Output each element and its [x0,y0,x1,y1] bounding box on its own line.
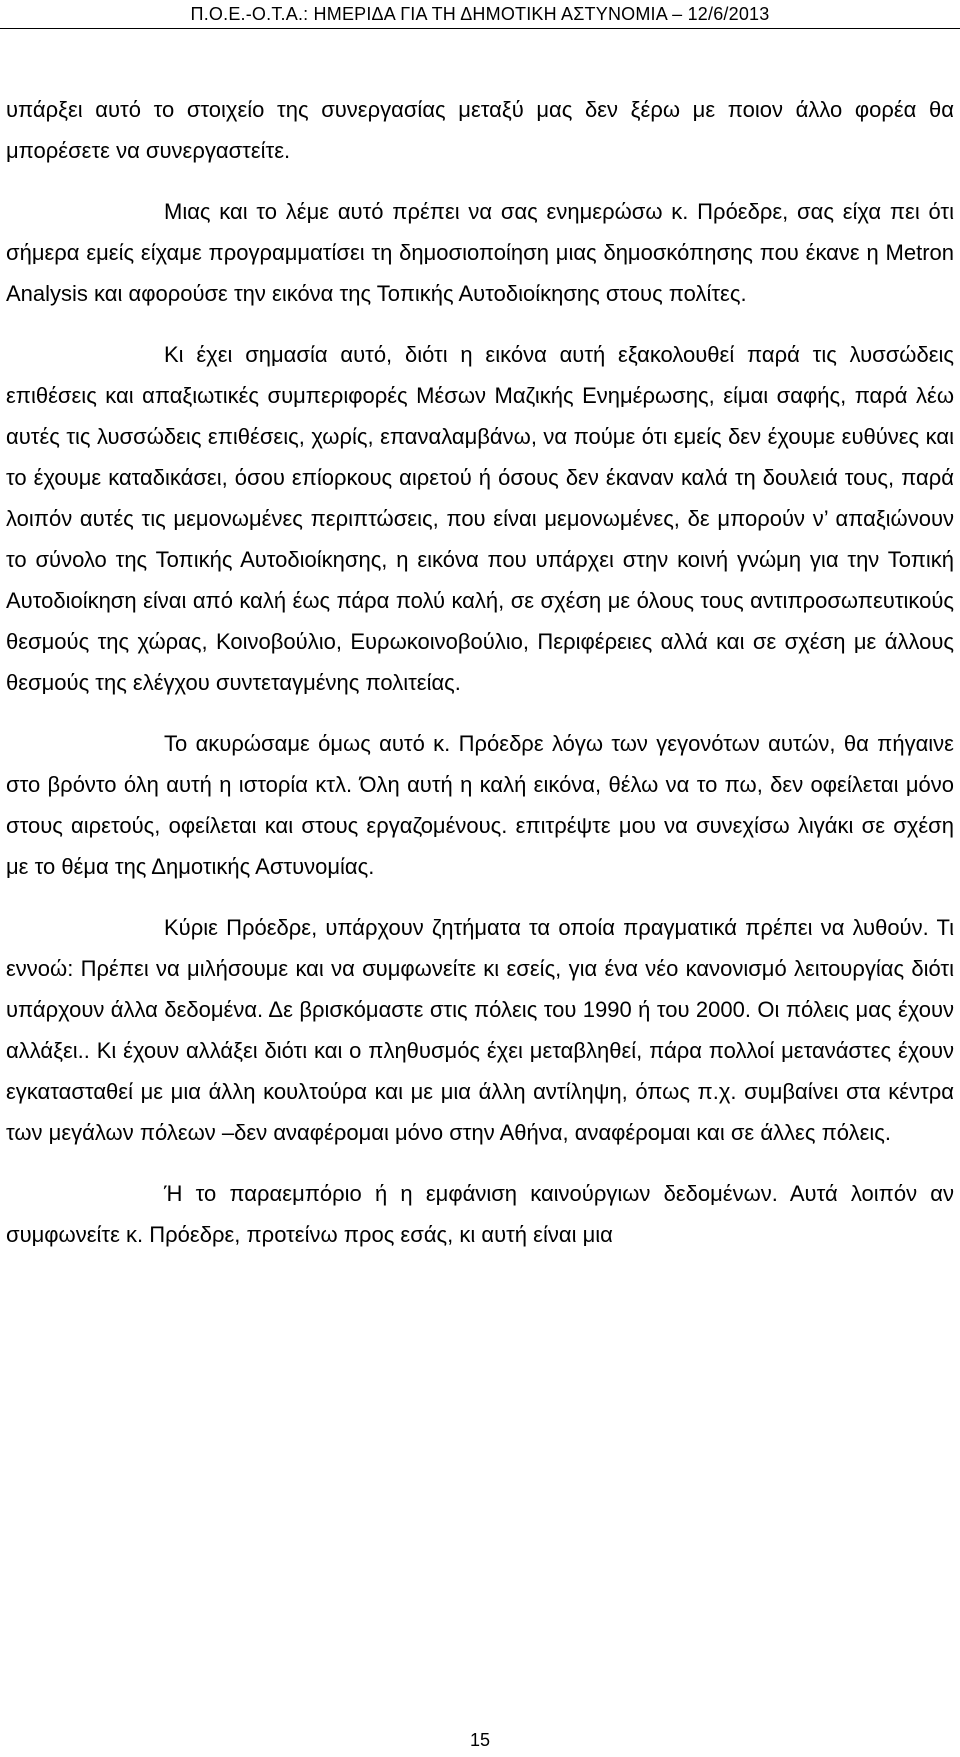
paragraph: Κύριε Πρόεδρε, υπάρχουν ζητήματα τα οποία πραγματικά πρέπει να λυθούν. Τι εννοώ: Πρέπει να μιλήσουμε και να συμφωνείτε κι εσείς, για ένα νέο κανονισμό λειτουργίας διότι υπάρχουν άλλα δεδομένα. Δε βρισκόμαστε στις πόλεις του 1990 ή του 2000. Οι πόλεις μας έχουν αλλάξει.. Κι έχουν αλλάξει διότι και ο πληθυσμός έχει μεταβληθεί, πάρα πολλοί μετανάστες έχουν εγκατασταθεί με μια άλλη κουλτούρα και με μια άλλη αντίληψη, όπως π.χ. συμβαίνει στα κέντρα των μεγάλων πόλεων –δεν αναφέρομαι μόνο στην Αθήνα, αναφέρομαι και σε άλλες πόλεις. [6,915,954,1145]
header-title: Π.Ο.Ε.-Ο.Τ.Α.: ΗΜΕΡΙΔΑ ΓΙΑ ΤΗ ΔΗΜΟΤΙΚΗ ΑΣΤΥΝΟΜΙΑ – 12/6/2013 [190,4,770,24]
document-body [6,89,954,1275]
paragraph: Το ακυρώσαμε όμως αυτό κ. Πρόεδρε λόγω των γεγονότων αυτών, θα πήγαινε στο βρόντο όλη αυτή η ιστορία κτλ. Όλη αυτή η καλή εικόνα, θέλω να το πω, δεν οφείλεται μόνο στους αιρετούς, οφείλεται και στους εργαζομένους. επιτρέψτε μου να συνεχίσω λιγάκι σε σχέση με το θέμα της Δημοτικής Αστυνομίας. [6,731,954,879]
paragraph: Μιας και το λέμε αυτό πρέπει να σας ενημερώσω κ. Πρόεδρε, σας είχα πει ότι σήμερα εμείς είχαμε προγραμματίσει τη δημοσιοποίηση μιας δημοσκόπησης που έκανε η Metron Analysis και αφορούσε την εικόνα της Τοπικής Αυτοδιοίκησης στους πολίτες. [6,199,954,306]
paragraph: υπάρξει αυτό το στοιχείο της συνεργασίας μεταξύ μας δεν ξέρω με ποιον άλλο φορέα θα μπορέσετε να συνεργαστείτε. [6,97,954,163]
paragraph: Κι έχει σημασία αυτό, διότι η εικόνα αυτή εξακολουθεί παρά τις λυσσώδεις επιθέσεις και απαξιωτικές συμπεριφορές Μέσων Μαζικής Ενημέρωσης, είμαι σαφής, παρά λέω αυτές τις λυσσώδεις επιθέσεις, χωρίς, επαναλαμβάνω, να πούμε ότι εμείς δεν έχουμε ευθύνες και το έχουμε καταδικάσει, όσου επίορκους αιρετού ή όσους δεν έκαναν καλά τη δουλειά τους, παρά λοιπόν αυτές τις μεμονωμένες περιπτώσεις, που είναι μεμονωμένες, δε μπορούν ν’ απαξιώνουν το σύνολο της Τοπικής Αυτοδιοίκησης, η εικόνα που υπάρχει στην κοινή γνώμη για την Τοπική Αυτοδιοίκηση είναι από καλή έως πάρα πολύ καλή, σε σχέση με όλους τους αντιπροσωπευτικούς θεσμούς της χώρας, Κοινοβούλιο, Ευρωκοινοβούλιο, Περιφέρειες αλλά και σε σχέση με άλλους θεσμούς της ελέγχου συντεταγμένης πολιτείας. [6,342,954,695]
header-divider [0,28,960,29]
page-header [0,0,960,36]
paragraph: Ή το παραεμπόριο ή η εμφάνιση καινούργιων δεδομένων. Αυτά λοιπόν αν συμφωνείτε κ. Πρόεδρε, προτείνω προς εσάς, κι αυτή είναι μια [6,1181,954,1247]
page-number: 15 [469,1730,491,1750]
